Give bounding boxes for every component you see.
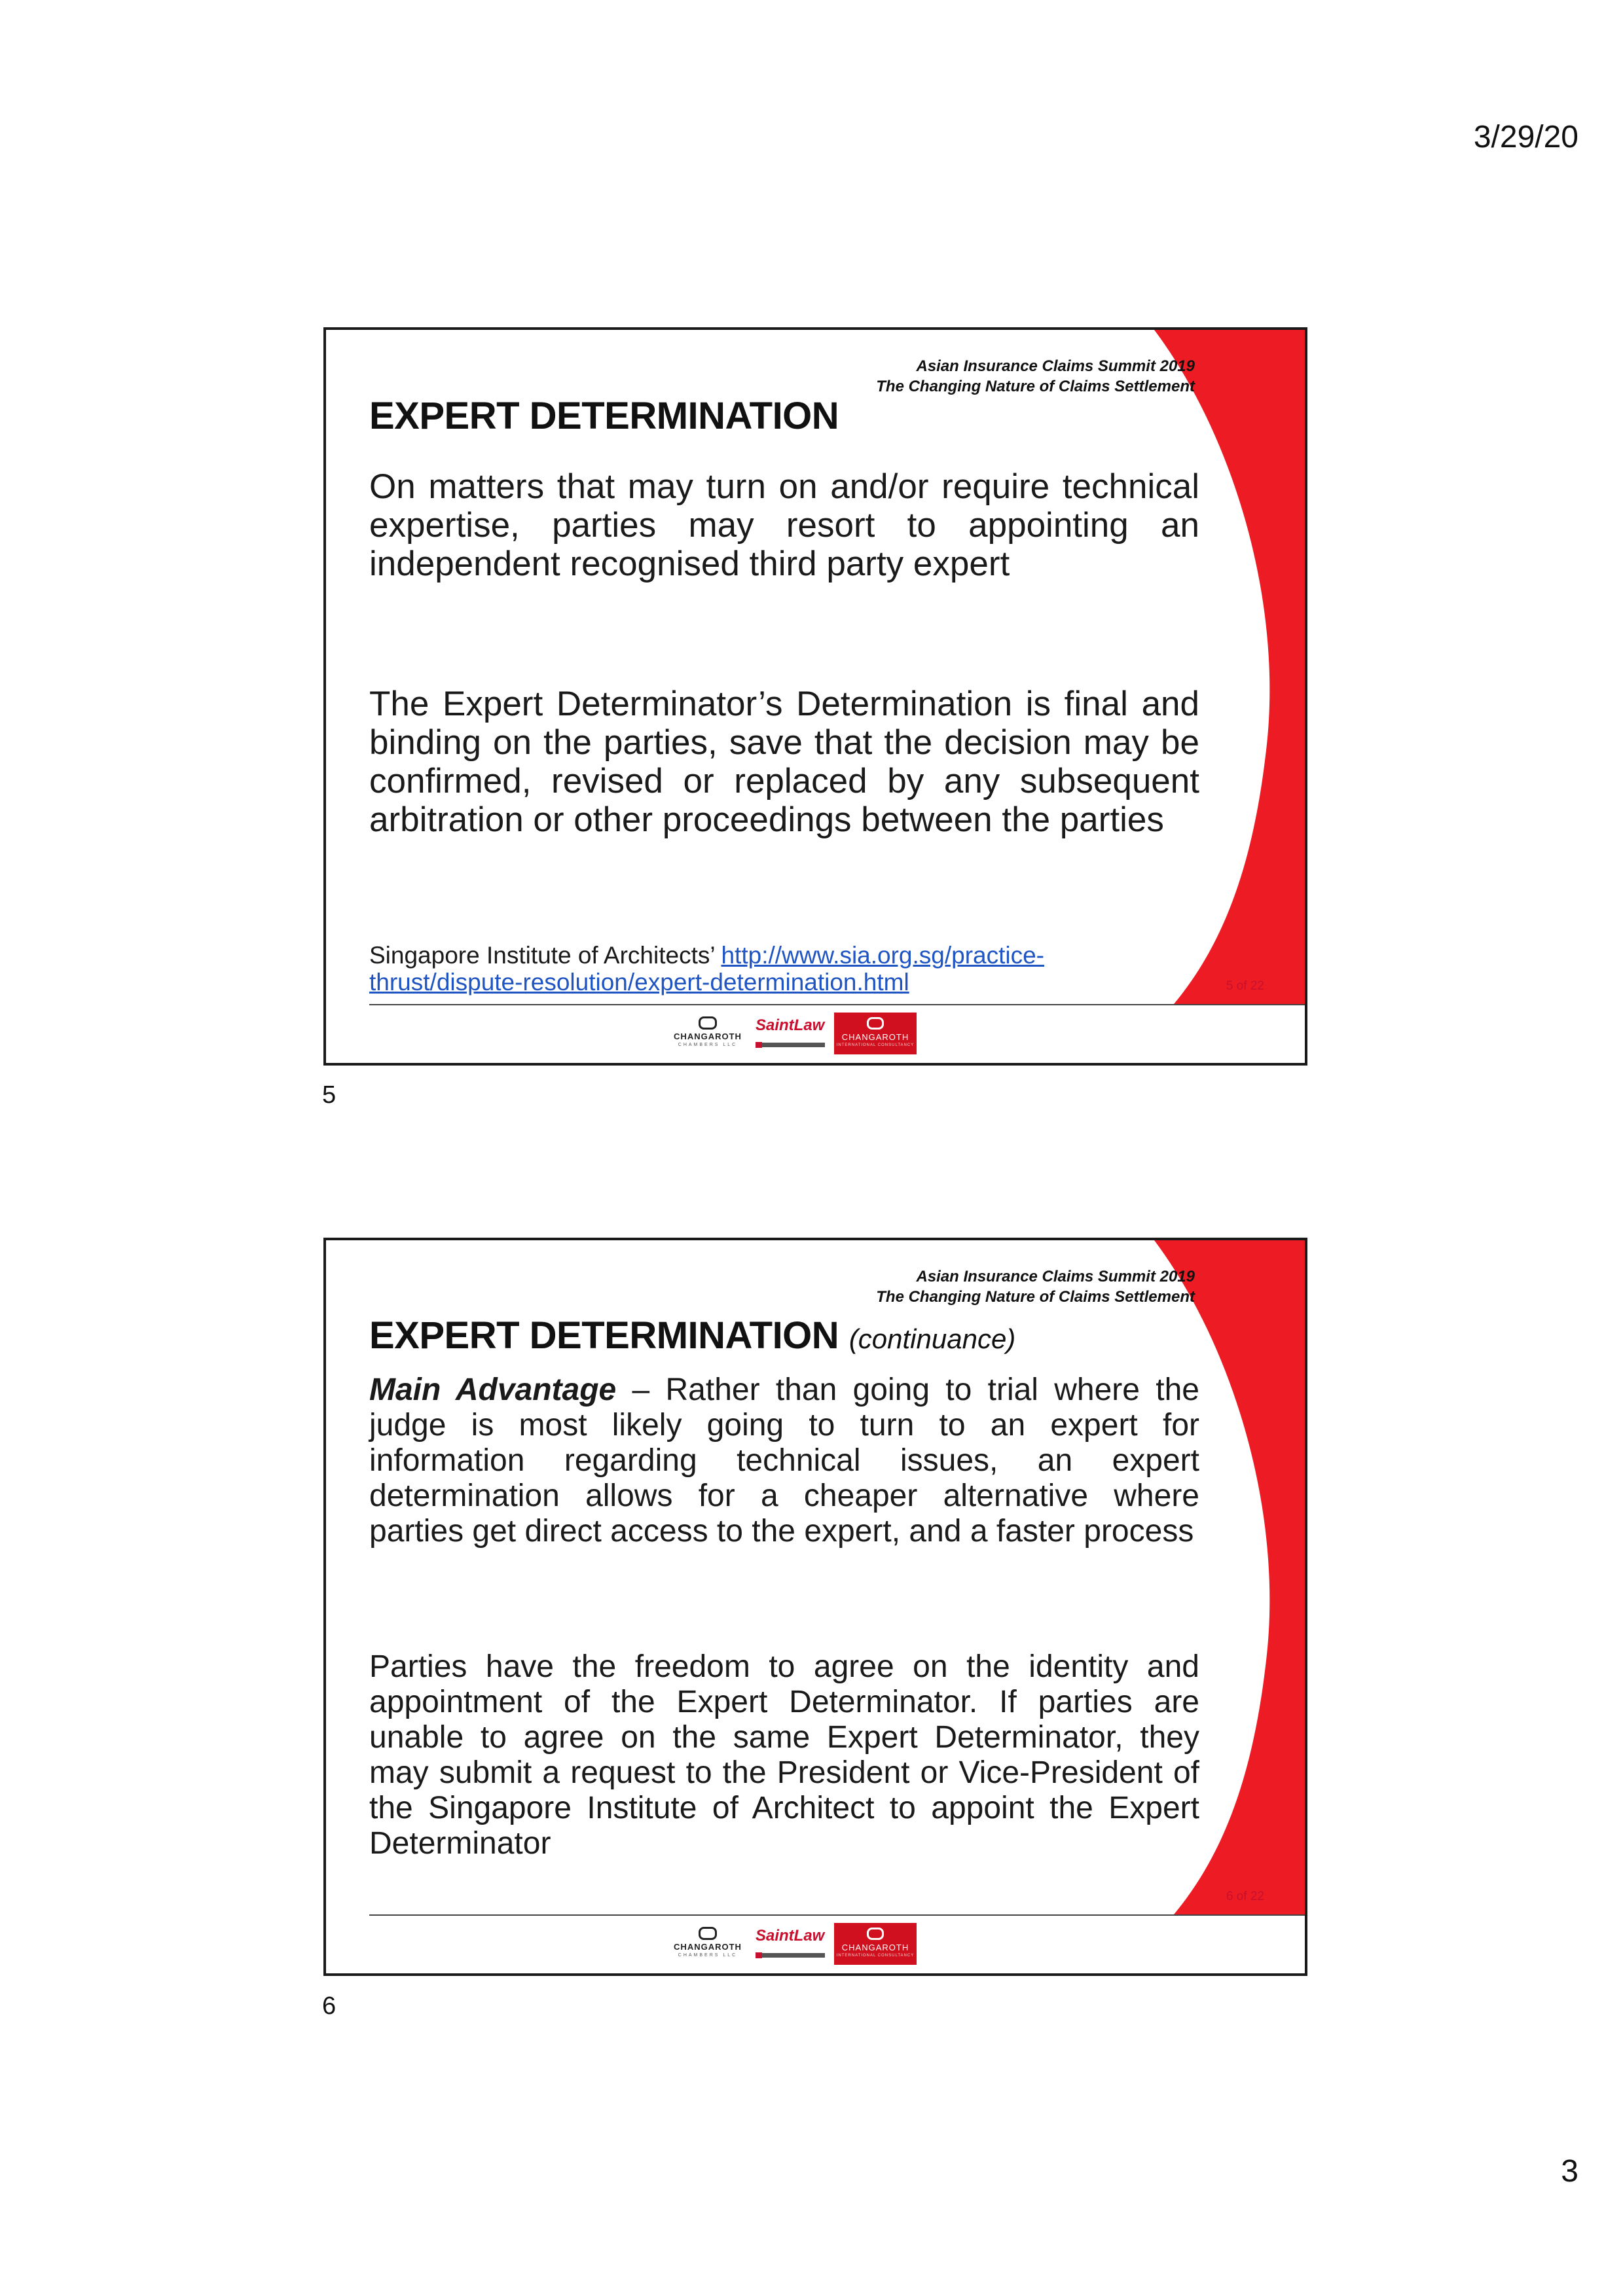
- slide-title: [369, 1314, 1015, 1357]
- slide-title: EXPERT DETERMINATION: [369, 395, 839, 437]
- slide-title-text: EXPERT DETERMINATION: [369, 1314, 839, 1357]
- changaroth-mark-icon: [699, 1016, 717, 1030]
- changaroth-chambers-logo: CHANGAROTH CHAMBERS LLC: [669, 1923, 746, 1965]
- slide-paragraph-1: [369, 1372, 1199, 1549]
- main-advantage-label: Main Advantage: [369, 1372, 617, 1407]
- saintlaw-logo: SaintLaw: [754, 1013, 829, 1054]
- changaroth-chambers-logo: CHANGAROTH CHAMBERS LLC: [669, 1013, 746, 1054]
- conference-title: Asian Insurance Claims Summit 2019: [916, 357, 1195, 375]
- page-number: 3: [1561, 2154, 1578, 2189]
- changaroth-consultancy-logo: CHANGAROTH INTERNATIONAL CONSULTANCY: [834, 1013, 917, 1054]
- source-link[interactable]: http://www.sia.org.sg/practice-thrust/dispute-resolution/expert-determination.html: [369, 942, 1045, 996]
- footer-logos: [669, 1013, 918, 1054]
- slide-6: [323, 1238, 1307, 1976]
- changaroth-mark-icon: [699, 1927, 717, 1940]
- conference-subtitle: The Changing Nature of Claims Settlement: [876, 1288, 1195, 1306]
- slide-title-suffix: (continuance): [848, 1323, 1016, 1354]
- footer-logos: [669, 1923, 918, 1965]
- slide-counter: 5 of 22: [1226, 979, 1264, 993]
- saintlaw-logo: SaintLaw: [754, 1923, 829, 1965]
- changaroth-mark-icon: [867, 1017, 884, 1030]
- conference-header: [876, 356, 1195, 397]
- changaroth-mark-icon: [867, 1928, 884, 1940]
- slide-counter: 6 of 22: [1226, 1890, 1264, 1903]
- slide-paragraph-2: Parties have the freedom to agree on the identity and appointment of the Expert Determinator. If parties are unable to agree on the same Expert Determinator, they may submit a request to the President or Vice-President of the Singapore Institute of Architect to appoint the Expert Determinator: [369, 1649, 1199, 1861]
- slide-paragraph-1: On matters that may turn on and/or require technical expertise, parties may resort to appointing an independent recognised third party expert: [369, 467, 1199, 583]
- slide-index-5: 5: [322, 1081, 337, 1109]
- slide-paragraph-2: The Expert Determinator’s Determination is final and binding on the parties, save that the decision may be confirmed, revised or replaced by any subsequent arbitration or other proceedings between the parties: [369, 685, 1199, 839]
- page-date: 3/29/20: [1473, 120, 1578, 154]
- conference-subtitle: The Changing Nature of Claims Settlement: [876, 378, 1195, 395]
- conference-header: [876, 1266, 1195, 1307]
- main-advantage-text: – Rather than going to trial where the judge is most likely going to turn to an expert for information regarding technical issues, an expert determination allows for a cheaper alternative where parties get direct access to the expert, and a faster process: [369, 1372, 1200, 1549]
- footer-divider: [369, 1914, 1305, 1916]
- slide-5: [323, 327, 1307, 1066]
- slide-index-6: 6: [322, 1992, 337, 2020]
- red-swoosh-decoration: [1154, 330, 1305, 1004]
- footer-divider: [369, 1004, 1305, 1005]
- source-citation: [369, 942, 1148, 996]
- source-prefix: Singapore Institute of Architects’: [369, 942, 721, 969]
- conference-title: Asian Insurance Claims Summit 2019: [916, 1268, 1195, 1285]
- changaroth-consultancy-logo: CHANGAROTH INTERNATIONAL CONSULTANCY: [834, 1923, 917, 1965]
